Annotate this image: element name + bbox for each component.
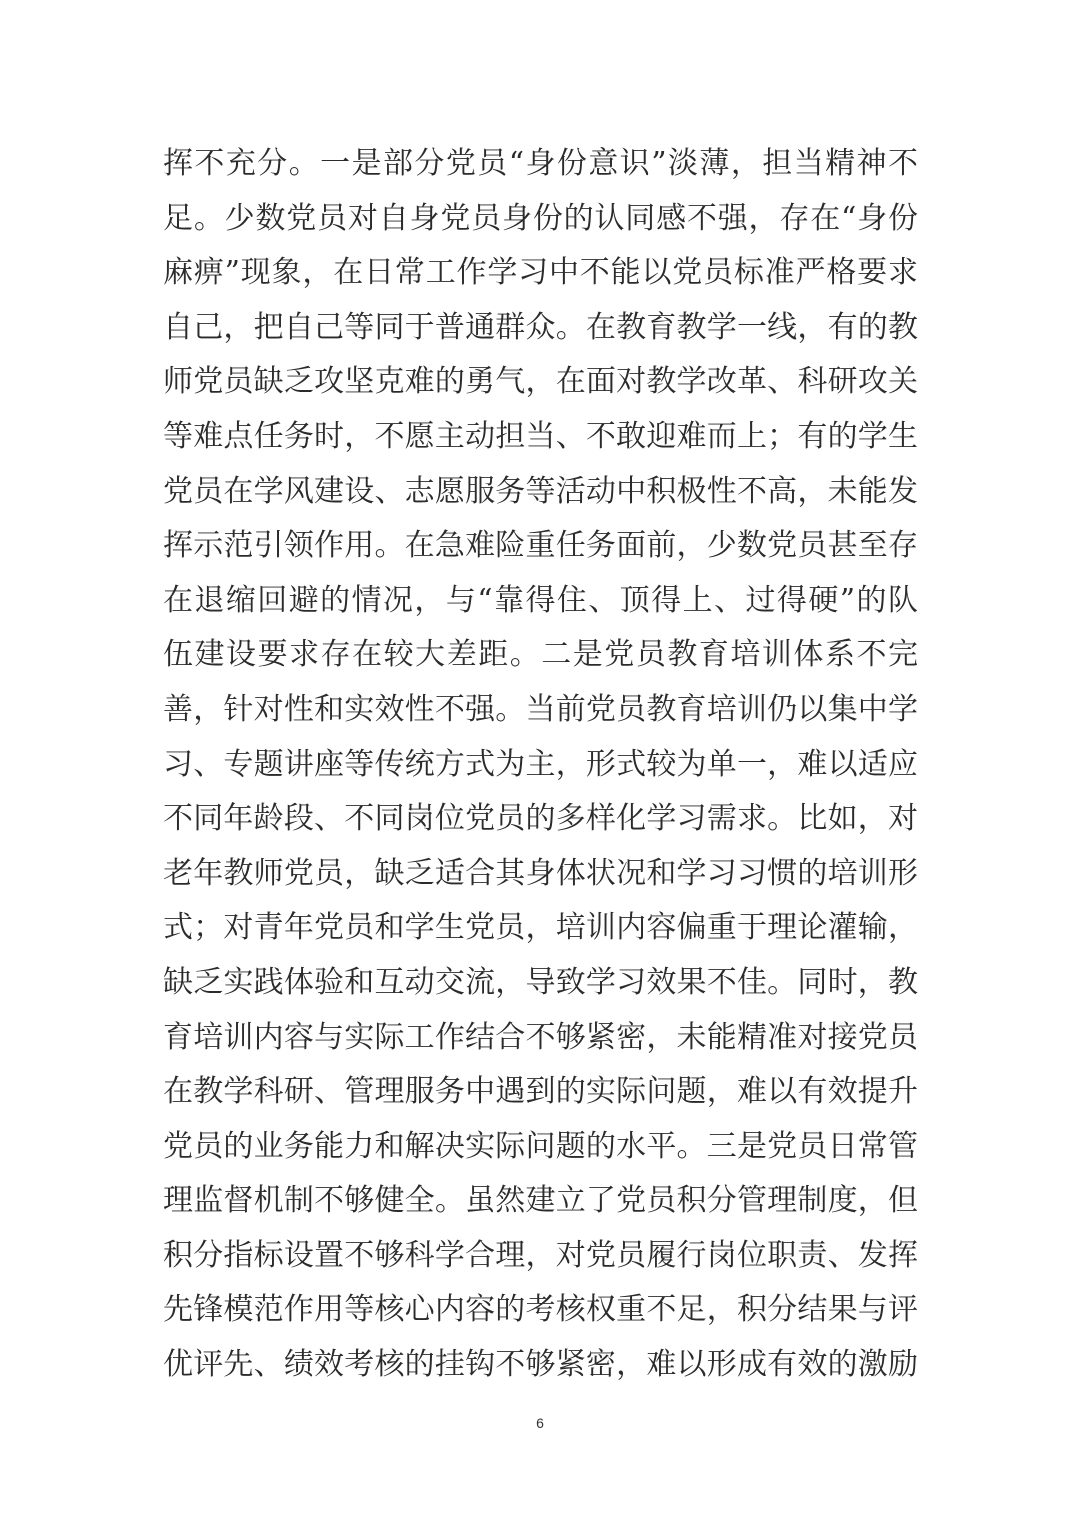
text-line: 善，针对性和实效性不强。当前党员教育培训仍以集中学	[163, 691, 918, 727]
body-paragraph	[163, 137, 918, 1393]
text-line: 式；对青年党员和学生党员，培训内容偏重于理论灌输，	[163, 910, 918, 946]
text-line: 挥不充分。一是部分党员“身份意识”淡薄，担当精神不	[163, 146, 918, 181]
text-line: 育培训内容与实际工作结合不够紧密，未能精准对接党员	[163, 1019, 918, 1055]
text-line: 在教学科研、管理服务中遇到的实际问题，难以有效提升	[163, 1074, 918, 1110]
text-line: 等难点任务时，不愿主动担当、不敢迎难而上；有的学生	[163, 418, 918, 454]
text-line: 优评先、绩效考核的挂钩不够紧密，难以形成有效的激励	[163, 1347, 918, 1383]
text-line: 老年教师党员，缺乏适合其身体状况和学习习惯的培训形	[163, 855, 918, 891]
text-line: 不同年龄段、不同岗位党员的多样化学习需求。比如，对	[163, 801, 918, 837]
text-line: 缺乏实践体验和互动交流，导致学习效果不佳。同时，教	[163, 964, 918, 1000]
text-line: 习、专题讲座等传统方式为主，形式较为单一，难以适应	[163, 746, 918, 782]
text-line: 挥示范引领作用。在急难险重任务面前，少数党员甚至存	[163, 528, 918, 564]
text-line: 理监督机制不够健全。虽然建立了党员积分管理制度，但	[163, 1183, 918, 1219]
text-line: 先锋模范作用等核心内容的考核权重不足，积分结果与评	[163, 1292, 918, 1328]
text-line: 积分指标设置不够科学合理，对党员履行岗位职责、发挥	[163, 1237, 918, 1273]
text-line: 党员的业务能力和解决实际问题的水平。三是党员日常管	[163, 1128, 918, 1164]
text-line: 伍建设要求存在较大差距。二是党员教育培训体系不完	[163, 637, 918, 673]
text-line: 师党员缺乏攻坚克难的勇气，在面对教学改革、科研攻关	[163, 364, 918, 400]
text-line: 党员在学风建设、志愿服务等活动中积极性不高，未能发	[163, 473, 918, 509]
text-line: 足。少数党员对自身党员身份的认同感不强，存在“身份	[163, 200, 918, 236]
text-line: 自己，把自己等同于普通群众。在教育教学一线，有的教	[163, 309, 918, 345]
text-line: 在退缩回避的情况，与“靠得住、顶得上、过得硬”的队	[163, 582, 918, 618]
text-line: 麻痹”现象，在日常工作学习中不能以党员标准严格要求	[163, 255, 918, 291]
page-number: 6	[536, 1415, 544, 1431]
